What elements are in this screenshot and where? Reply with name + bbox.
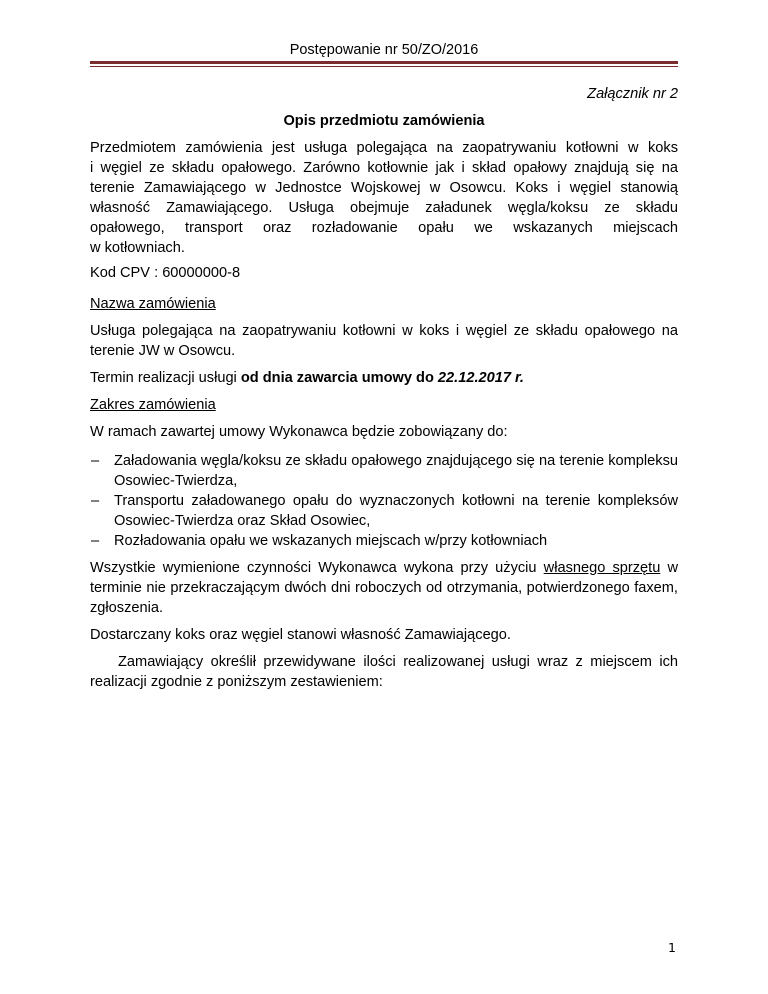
list-item-text: Transportu załadowanego opału do wyznaczonych kotłowni na terenie kompleksów Osowiec-Twierdza oraz Skład Osowiec, [114, 493, 678, 529]
activities-paragraph [90, 558, 678, 618]
term-paragraph [90, 368, 678, 388]
term-date: 22.12.2017 r. [437, 370, 524, 386]
attachment-label: Załącznik nr 2 [587, 86, 678, 102]
scope-list [90, 451, 678, 551]
intro-line-5: opałowego, transport oraz rozładowanie opału we wskazanych miejscach [90, 220, 678, 236]
term-prefix: Termin realizacji usługi [90, 370, 241, 386]
page-header-title: Postępowanie nr 50/ZO/2016 [289, 42, 479, 58]
intro-line-3: terenie Zamawiającego w Jednostce Wojskowej w Osowcu. Koks i węgiel stanowią [90, 180, 678, 196]
dash-bullet: – [91, 453, 100, 469]
dash-bullet: – [91, 533, 100, 549]
list-item [90, 531, 678, 551]
list-item-text: Załadowania węgla/koksu ze składu opałowego znajdującego się na terenie kompleksu Osowiec-Twierdza, [114, 453, 678, 489]
ownership-paragraph: Dostarczany koks oraz węgiel stanowi własność Zamawiającego. [90, 627, 511, 643]
name-heading: Nazwa zamówienia [90, 296, 216, 312]
cpv-code: Kod CPV : 60000000-8 [90, 265, 241, 281]
activities-before: Wszystkie wymienione czynności Wykonawca wykona przy użyciu [90, 560, 544, 576]
header-rule-thin [90, 66, 678, 67]
term-bold: od dnia zawarcia umowy do [240, 370, 438, 386]
activities-after: w terminie nie przekraczającym dwóch dni roboczych od otrzymania, potwierdzonego faxem, zgłoszenia. [90, 560, 678, 616]
list-item-text: Rozładowania opału we wskazanych miejscach w/przy kotłowniach [114, 533, 548, 549]
scope-heading: Zakres zamówienia [90, 397, 216, 413]
intro-line-1: Przedmiotem zamówienia jest usługa polegająca na zaopatrywaniu kotłowni w koks [90, 140, 678, 156]
intro-line-2: i węgiel ze składu opałowego. Zarówno kotłownie jak i skład opałowy znajdują się na [90, 160, 678, 176]
header-rule-thick [90, 61, 678, 64]
closing-paragraph: Zamawiający określił przewidywane ilości realizowanej usługi wraz z miejscem ich realizacji zgodnie z poniższym zestawieniem: [90, 654, 678, 690]
list-item [90, 491, 678, 531]
page-number: 1 [668, 940, 676, 955]
intro-line-6: w kotłowniach. [90, 240, 185, 256]
dash-bullet: – [91, 493, 100, 509]
name-text: Usługa polegająca na zaopatrywaniu kotłowni w koks i węgiel ze składu opałowego na terenie JW w Osowcu. [90, 323, 678, 359]
list-item [90, 451, 678, 491]
section-title: Opis przedmiotu zamówienia [283, 113, 485, 129]
own-equipment: własnego sprzętu [543, 560, 661, 576]
intro-line-4: własność Zamawiającego. Usługa obejmuje załadunek węgla/koksu ze składu [90, 200, 678, 216]
intro-paragraph [90, 138, 678, 258]
scope-intro: W ramach zawartej umowy Wykonawca będzie zobowiązany do: [90, 424, 508, 440]
document-body [90, 84, 678, 699]
